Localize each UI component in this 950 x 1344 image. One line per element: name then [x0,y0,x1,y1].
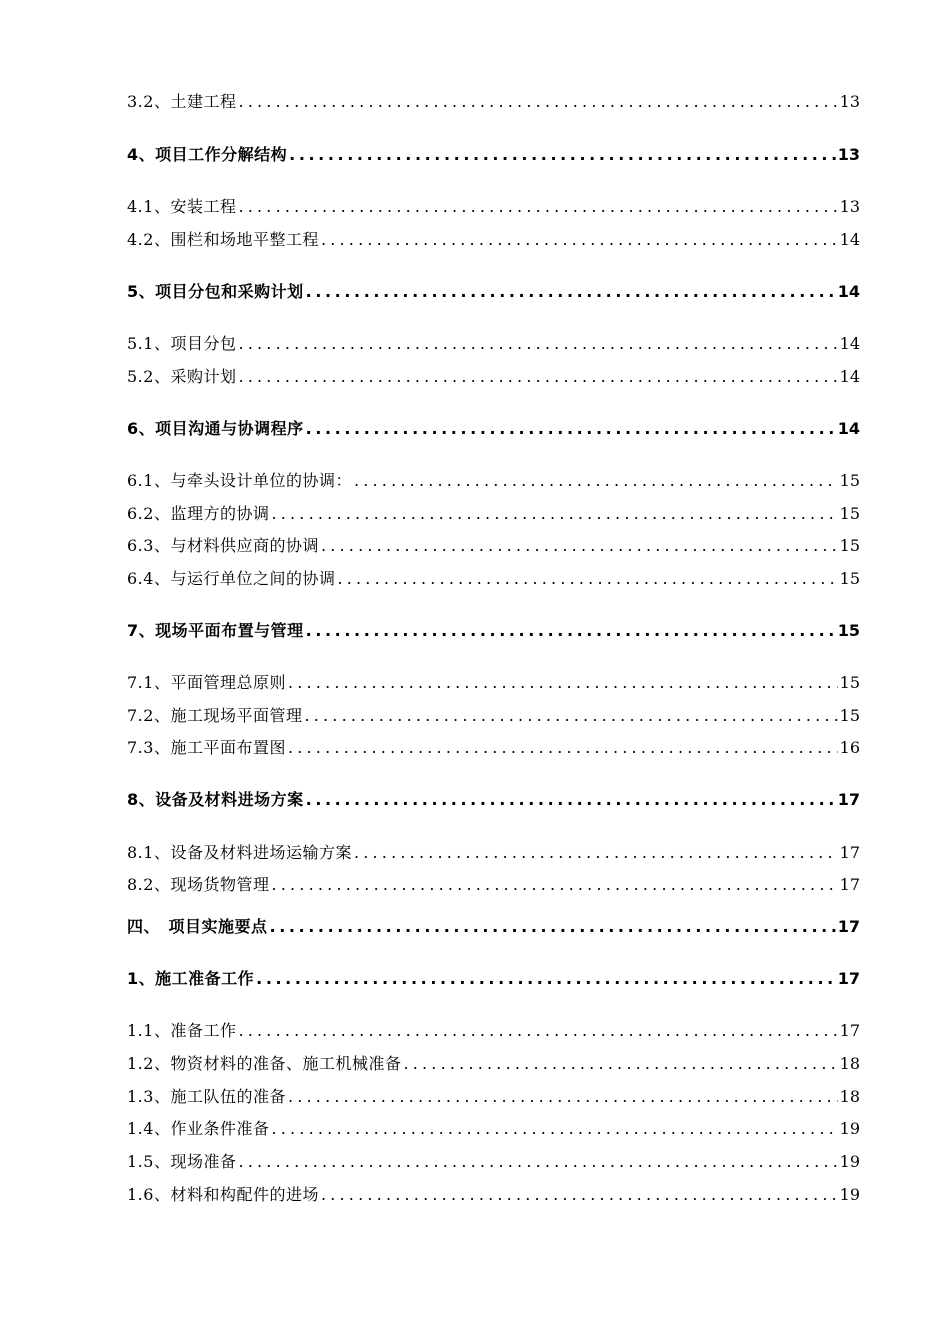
toc-entry[interactable] [127,366,860,388]
toc-dot-leader [321,535,838,557]
toc-entry-title: 4、项目工作分解结构 [127,145,288,164]
toc-dot-leader [238,1020,837,1042]
toc-dot-leader [354,842,838,864]
toc-dot-leader [321,229,838,251]
toc-entry-title: 6、项目沟通与协调程序 [127,419,304,438]
toc-entry-title: 4.2、围栏和场地平整工程 [127,230,319,249]
toc-entry-page: 15 [839,673,860,692]
toc-entry-page: 14 [839,334,860,353]
toc-entry-title: 6.4、与运行单位之间的协调 [127,569,336,588]
toc-entry[interactable] [127,672,860,694]
toc-dot-leader [306,620,836,642]
toc-dot-leader [271,503,837,525]
toc-entry-page: 19 [839,1119,860,1138]
toc-entry-title: 1.1、准备工作 [127,1021,237,1040]
toc-entry-title: 1.2、物资材料的准备、施工机械准备 [127,1054,402,1073]
toc-entry-title: 8.1、设备及材料进场运输方案 [127,843,352,862]
toc-entry-page: 13 [837,145,860,164]
toc-entry[interactable] [127,470,860,492]
toc-entry-page: 14 [837,419,860,438]
toc-dot-leader [288,1086,838,1108]
toc-dot-leader [403,1053,837,1075]
toc-entry-page: 15 [837,621,860,640]
toc-entry[interactable] [127,842,860,864]
toc-dot-leader [306,789,836,811]
toc-entry-page: 17 [839,875,860,894]
toc-entry-title: 7.3、施工平面布置图 [127,738,286,757]
toc-entry[interactable] [127,535,860,557]
toc-entry-title: 1.6、材料和构配件的进场 [127,1185,319,1204]
toc-entry[interactable] [127,1020,860,1042]
toc-entry[interactable] [127,333,860,355]
toc-entry-page: 17 [839,1021,860,1040]
toc-entry-title: 1.4、作业条件准备 [127,1119,270,1138]
toc-entry[interactable] [127,91,860,113]
toc-entry[interactable] [127,705,860,727]
toc-entry-page: 17 [837,969,860,988]
toc-entry-title: 6.2、监理方的协调 [127,504,270,523]
toc-entry-title: 4.1、安装工程 [127,197,237,216]
toc-entry-title: 6.1、与牵头设计单位的协调： [127,471,352,490]
toc-entry-title: 8.2、现场货物管理 [127,875,270,894]
toc-entry[interactable] [127,1086,860,1108]
toc-section-heading[interactable] [127,620,860,642]
toc-entry-title: 四、 项目实施要点 [127,917,268,936]
toc-entry-page: 19 [839,1152,860,1171]
toc-entry-title: 7、现场平面布置与管理 [127,621,304,640]
toc-dot-leader [238,366,837,388]
toc-entry-title: 1.3、施工队伍的准备 [127,1087,286,1106]
toc-entry-page: 17 [837,917,860,936]
toc-entry-page: 14 [839,367,860,386]
toc-entry[interactable] [127,1184,860,1206]
toc-entry[interactable] [127,1053,860,1075]
toc-entry[interactable] [127,568,860,590]
toc-entry-page: 15 [839,706,860,725]
toc-entry[interactable] [127,874,860,896]
toc-dot-leader [270,916,836,938]
toc-entry[interactable] [127,503,860,525]
toc-section-heading[interactable] [127,789,860,811]
toc-entry[interactable] [127,196,860,218]
toc-entry[interactable] [127,1118,860,1140]
toc-entry-title: 7.2、施工现场平面管理 [127,706,303,725]
toc-dot-leader [304,705,837,727]
toc-entry-title: 1.5、现场准备 [127,1152,237,1171]
toc-dot-leader [238,91,837,113]
toc-entry-page: 15 [839,569,860,588]
toc-entry-page: 15 [839,471,860,490]
toc-section-heading[interactable] [127,144,860,166]
toc-dot-leader [288,737,838,759]
toc-section-heading[interactable] [127,281,860,303]
toc-dot-leader [238,1151,837,1173]
toc-entry[interactable] [127,229,860,251]
toc-chapter-heading[interactable] [127,916,860,938]
toc-section-heading[interactable] [127,418,860,440]
toc-entry-page: 16 [839,738,860,757]
toc-entry-title: 7.1、平面管理总原则 [127,673,286,692]
toc-entry-page: 15 [839,504,860,523]
toc-entry-page: 15 [839,536,860,555]
toc-entry-page: 17 [839,843,860,862]
toc-entry-title: 8、设备及材料进场方案 [127,790,304,809]
toc-entry-page: 18 [839,1054,860,1073]
toc-dot-leader [271,1118,837,1140]
toc-entry-title: 3.2、土建工程 [127,92,237,111]
toc-entry-title: 6.3、与材料供应商的协调 [127,536,319,555]
toc-entry-page: 14 [837,282,860,301]
toc-entry-page: 18 [839,1087,860,1106]
toc-entry-page: 13 [839,92,860,111]
toc-section-heading[interactable] [127,968,860,990]
toc-dot-leader [321,1184,838,1206]
toc-entry-title: 5.1、项目分包 [127,334,237,353]
toc-dot-leader [238,196,837,218]
toc-entry-page: 17 [837,790,860,809]
toc-dot-leader [306,281,836,303]
toc-dot-leader [337,568,837,590]
toc-dot-leader [256,968,836,990]
toc-dot-leader [289,144,836,166]
toc-dot-leader [354,470,838,492]
toc-dot-leader [271,874,837,896]
toc-dot-leader [306,418,836,440]
toc-entry-page: 13 [839,197,860,216]
toc-dot-leader [238,333,837,355]
toc-entry[interactable] [127,1151,860,1173]
toc-entry[interactable] [127,737,860,759]
toc-dot-leader [288,672,838,694]
toc-entry-page: 14 [839,230,860,249]
toc-entry-title: 5、项目分包和采购计划 [127,282,304,301]
toc-entry-title: 5.2、采购计划 [127,367,237,386]
toc-entry-title: 1、施工准备工作 [127,969,255,988]
toc-entry-page: 19 [839,1185,860,1204]
